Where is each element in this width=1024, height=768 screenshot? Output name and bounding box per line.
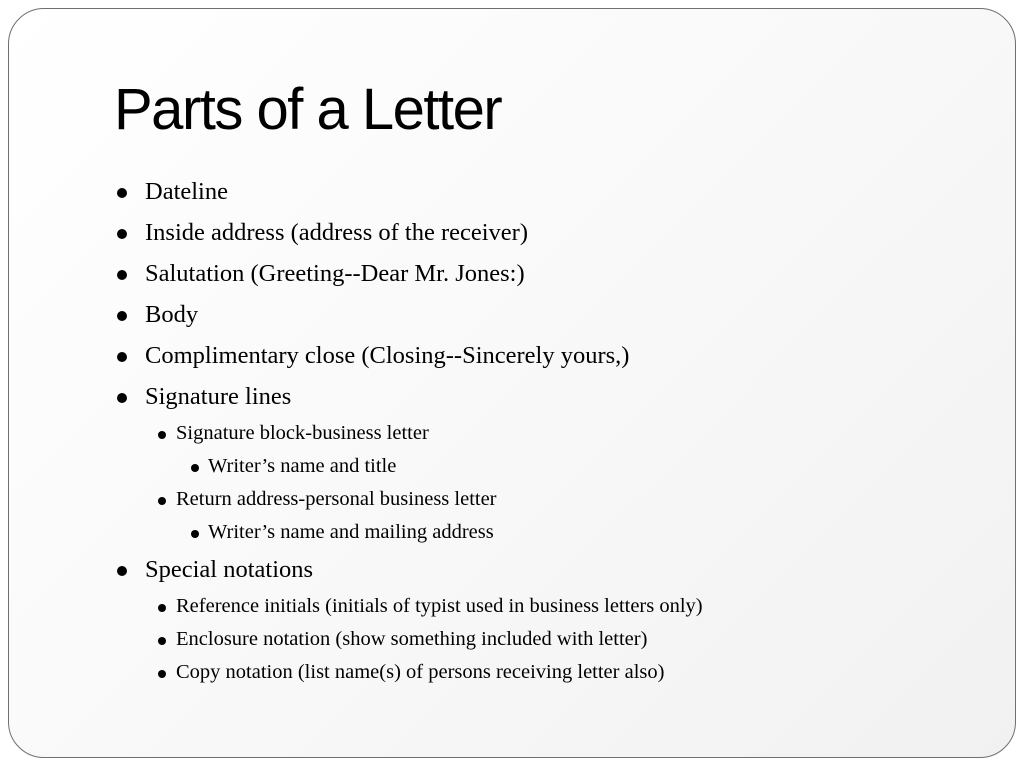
bullet-icon bbox=[158, 637, 166, 645]
bullet-text: Signature lines bbox=[145, 383, 292, 410]
bullet-icon bbox=[158, 497, 166, 505]
bullet-text: Body bbox=[145, 301, 199, 328]
sub-sub-bullet-item bbox=[115, 516, 703, 549]
bullet-text: Writer’s name and title bbox=[208, 455, 397, 477]
bullet-item bbox=[115, 335, 703, 376]
sub-bullet-item bbox=[115, 417, 703, 450]
bullet-item bbox=[115, 376, 703, 417]
sub-bullet-item bbox=[115, 656, 703, 689]
bullet-text: Inside address (address of the receiver) bbox=[145, 219, 528, 246]
bullet-icon bbox=[191, 464, 199, 472]
bullet-item bbox=[115, 294, 703, 335]
sub-bullet-item bbox=[115, 623, 703, 656]
bullet-text: Copy notation (list name(s) of persons receiving letter also) bbox=[176, 661, 665, 683]
bullet-icon bbox=[117, 311, 127, 321]
bullet-icon bbox=[117, 352, 127, 362]
bullet-icon bbox=[117, 566, 127, 576]
bullet-item bbox=[115, 549, 703, 590]
bullet-item bbox=[115, 212, 703, 253]
bullet-text: Reference initials (initials of typist used in business letters only) bbox=[176, 595, 703, 617]
sub-sub-bullet-item bbox=[115, 450, 703, 483]
bullet-icon bbox=[158, 431, 166, 439]
bullet-text: Signature block-business letter bbox=[176, 422, 429, 444]
bullet-text: Enclosure notation (show something included with letter) bbox=[176, 628, 648, 650]
bullet-icon bbox=[117, 229, 127, 239]
sub-bullet-item bbox=[115, 590, 703, 623]
slide-title: Parts of a Letter bbox=[114, 77, 502, 142]
bullet-item bbox=[115, 253, 703, 294]
bullet-icon bbox=[191, 530, 199, 538]
bullet-icon bbox=[117, 393, 127, 403]
sub-bullet-item bbox=[115, 483, 703, 516]
bullet-text: Special notations bbox=[145, 556, 314, 583]
bullet-icon bbox=[117, 270, 127, 280]
bullet-text: Salutation (Greeting--Dear Mr. Jones:) bbox=[145, 260, 525, 287]
bullet-icon bbox=[158, 670, 166, 678]
bullet-icon bbox=[158, 604, 166, 612]
bullet-text: Dateline bbox=[145, 178, 228, 205]
bullet-text: Complimentary close (Closing--Sincerely yours,) bbox=[145, 342, 630, 369]
slide bbox=[8, 8, 1016, 758]
bullet-icon bbox=[117, 188, 127, 198]
bullet-text: Writer’s name and mailing address bbox=[208, 521, 494, 543]
bullet-item bbox=[115, 171, 703, 212]
bullet-text: Return address-personal business letter bbox=[176, 488, 497, 510]
bullet-list bbox=[115, 171, 703, 689]
